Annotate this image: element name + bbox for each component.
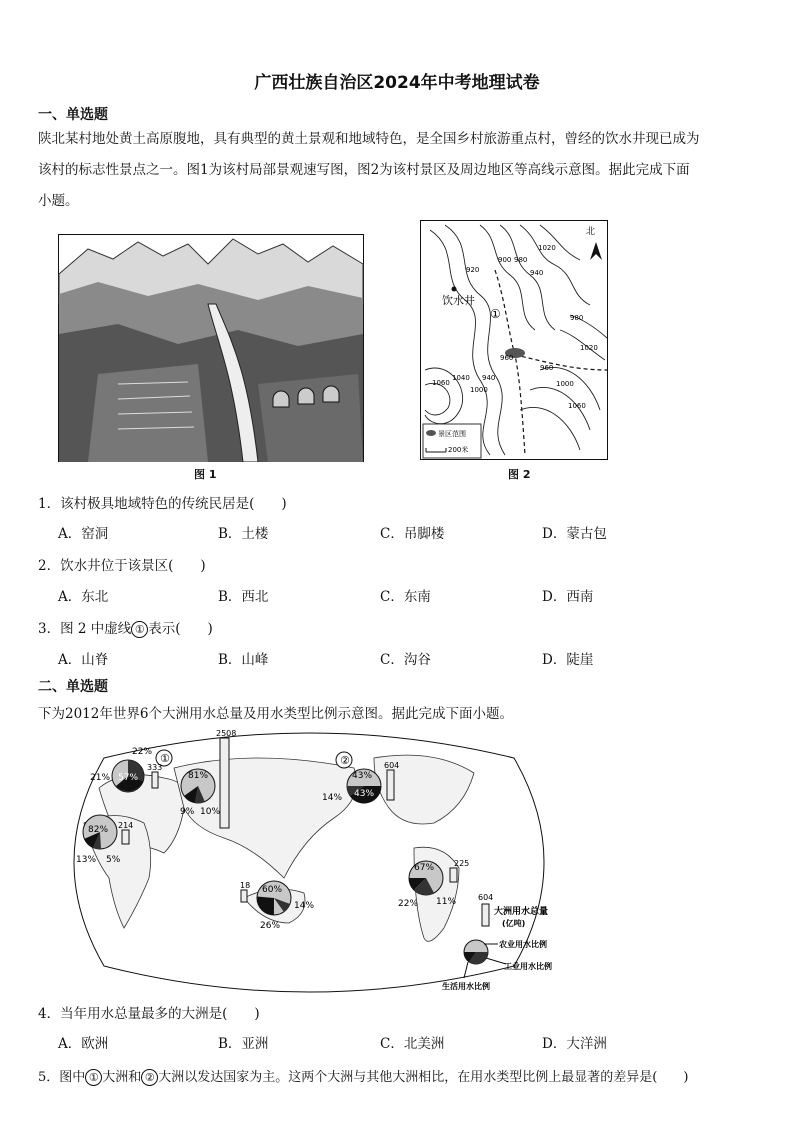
svg-text:22%: 22% [398,899,419,909]
circle-marker: ① [131,621,148,638]
circle-marker-2: ② [141,1069,158,1086]
svg-text:1000: 1000 [556,380,574,388]
section-2-heading: 二、单选题 [38,679,108,695]
svg-text:14%: 14% [294,901,315,911]
svg-text:980: 980 [514,256,528,264]
option-b[interactable]: B．山峰 [218,652,269,668]
option-c[interactable]: C．北美洲 [380,1036,445,1052]
svg-text:940: 940 [482,374,496,382]
svg-text:43%: 43% [352,771,373,781]
legend-scenic-label: 景区范围 [438,430,466,438]
option-a[interactable]: A．窑洞 [58,526,109,542]
section-1-heading: 一、单选题 [38,107,108,123]
svg-text:960: 960 [540,364,554,372]
marker-2: ② [340,754,350,767]
figure-1-caption: 图 1 [194,468,217,481]
intro-line-1: 陕北某村地处黄土高原腹地，具有典型的黄土景观和地域特色，是全国乡村旅游重点村，曾经的饮水井现已成为 [38,131,700,147]
world-water-map [54,728,564,1000]
option-d[interactable]: D．西南 [542,589,594,605]
svg-text:26%: 26% [260,921,281,931]
question-2: 2．饮水井位于该景区( ) [38,558,206,574]
option-a[interactable]: A．山脊 [58,652,109,668]
svg-text:14%: 14% [322,793,343,803]
svg-text:60%: 60% [262,885,283,895]
svg-text:1020: 1020 [580,344,598,352]
figure-2-caption: 图 2 [508,468,531,481]
svg-text:82%: 82% [88,825,109,835]
scale-label: 200米 [448,446,469,454]
svg-text:1020: 1020 [538,244,556,252]
svg-text:81%: 81% [188,771,209,781]
intro-line-3: 小题。 [38,193,79,209]
question-3: 3．图 2 中虚线 ① 表示( ) [38,621,213,637]
svg-text:农业用水比例: 农业用水比例 [499,940,547,949]
svg-text:2508: 2508 [216,729,237,738]
svg-text:1060: 1060 [432,379,450,387]
option-b[interactable]: B．亚洲 [218,1036,269,1052]
svg-text:1060: 1060 [568,402,586,410]
svg-text:1040: 1040 [452,374,470,382]
figure-2-contour-map [420,220,608,464]
svg-text:900: 900 [498,256,512,264]
svg-text:604: 604 [384,761,400,770]
svg-text:214: 214 [118,821,134,830]
section-1-intro [38,124,760,217]
svg-text:(亿吨): (亿吨) [502,919,526,928]
question-4: 4．当年用水总量最多的大洲是( ) [38,1006,260,1022]
svg-text:大洲用水总量: 大洲用水总量 [494,907,549,917]
svg-text:57%: 57% [118,773,139,783]
svg-text:333: 333 [147,763,163,772]
world-map-svg [54,728,564,996]
option-b[interactable]: B．土楼 [218,526,269,542]
svg-text:13%: 13% [76,855,97,865]
svg-text:21%: 21% [90,773,111,783]
svg-text:604: 604 [478,893,494,902]
legend-scenic-symbol [426,430,436,436]
svg-text:22%: 22% [132,747,153,757]
landscape-sketch [58,234,364,462]
figure-1-sketch [58,234,364,466]
option-d[interactable]: D．大洋洲 [542,1036,607,1052]
svg-text:工业用水比例: 工业用水比例 [504,962,552,971]
svg-text:5%: 5% [106,855,121,865]
svg-text:980: 980 [570,314,584,322]
contour-map [420,220,608,460]
svg-text:生活用水比例: 生活用水比例 [442,982,490,991]
page-title: 广西壮族自治区2024年中考地理试卷 [254,73,540,93]
section-2-intro: 下为2012年世界6个大洲用水总量及用水类型比例示意图。据此完成下面小题。 [38,706,513,722]
option-c[interactable]: C．吊脚楼 [380,526,445,542]
circle-marker-1: ① [85,1069,102,1086]
option-c[interactable]: C．沟谷 [380,652,431,668]
option-a[interactable]: A．欧洲 [58,1036,109,1052]
option-c[interactable]: C．东南 [380,589,431,605]
intro-line-2: 该村的标志性景点之一。图1为该村局部景观速写图，图2为该村景区及周边地区等高线示意图。据此完成下面 [38,162,690,178]
north-label: 北 [586,227,596,237]
well-label: 饮水井 [442,294,475,307]
marker-1: ① [160,752,170,765]
question-1: 1．该村极具地域特色的传统民居是( ) [38,496,287,512]
svg-text:225: 225 [454,859,470,868]
svg-text:67%: 67% [414,863,435,873]
svg-text:11%: 11% [436,897,457,907]
option-b[interactable]: B．西北 [218,589,269,605]
question-5: 5．图中 ① 大洲和 ② 大洲以发达国家为主。这两个大洲与其他大洲相比，在用水类型比例上最显著的差异是( ) [38,1070,689,1085]
svg-text:43%: 43% [354,789,375,799]
svg-text:9%: 9% [180,807,195,817]
svg-text:940: 940 [530,269,544,277]
svg-text:920: 920 [466,266,480,274]
svg-text:10%: 10% [200,807,221,817]
svg-text:1000: 1000 [470,386,488,394]
svg-text:960: 960 [500,354,514,362]
svg-text:18: 18 [240,881,251,890]
dashed-line-marker: ① [490,307,501,321]
option-d[interactable]: D．蒙古包 [542,526,607,542]
option-a[interactable]: A．东北 [58,589,109,605]
option-d[interactable]: D．陡崖 [542,652,594,668]
